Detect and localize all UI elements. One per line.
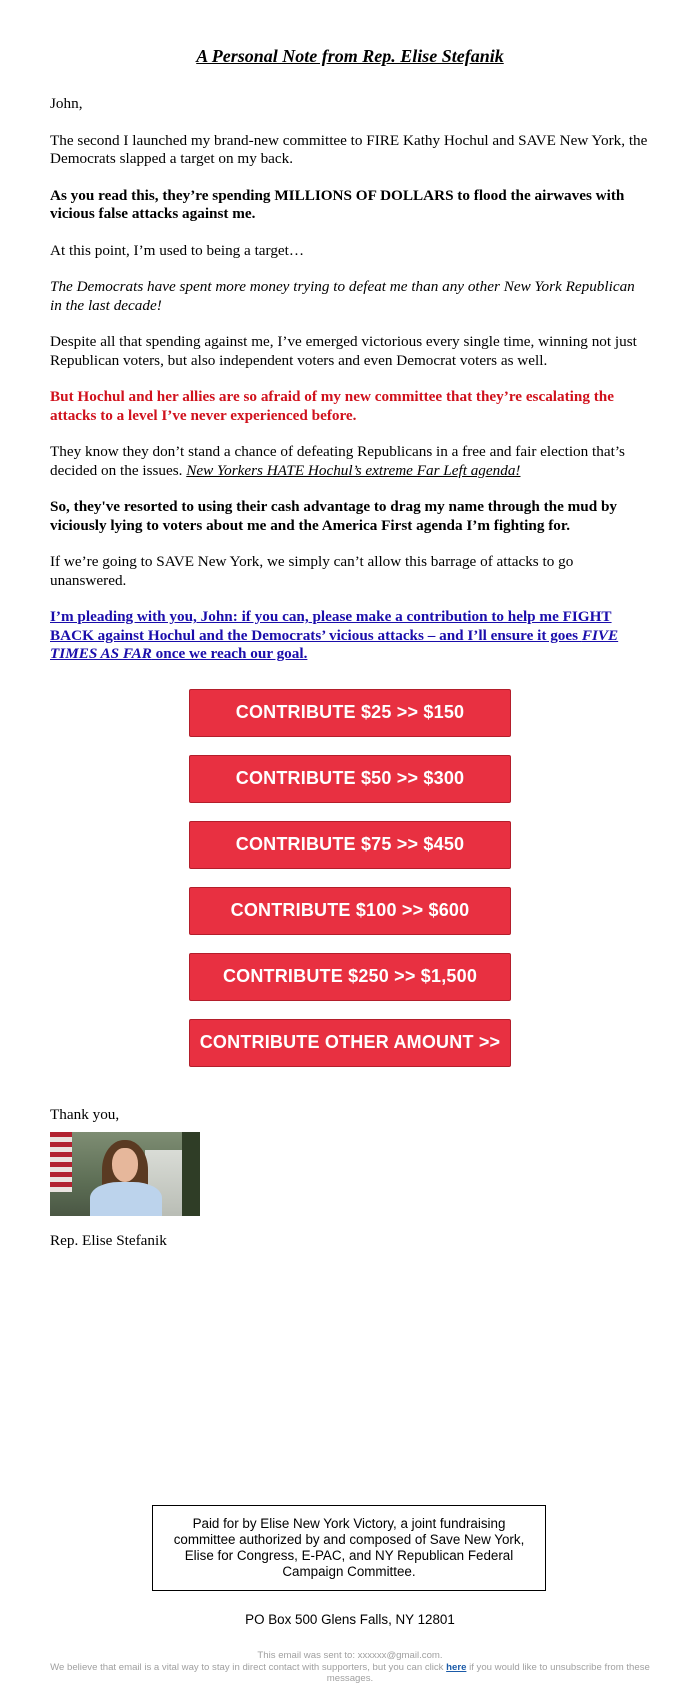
unsubscribe-suffix: if you would like to unsubscribe from these messages. <box>326 1661 650 1684</box>
mailing-address: PO Box 500 Glens Falls, NY 12801 <box>245 1612 455 1627</box>
contribute-buttons <box>50 689 650 1085</box>
unsubscribe-text <box>46 1662 654 1685</box>
paragraph-2: As you read this, they’re spending MILLIONS OF DOLLARS to flood the airwaves with vicious false attacks against me. <box>50 186 625 222</box>
contribute-25-button[interactable]: CONTRIBUTE $25 >> $150 <box>189 689 511 737</box>
flag-graphic <box>50 1132 72 1192</box>
paragraph-7-emphasis: New Yorkers HATE Hochul’s extreme Far Left agenda! <box>186 461 521 479</box>
contribute-250-button[interactable]: CONTRIBUTE $250 >> $1,500 <box>189 953 511 1001</box>
plead-text[interactable]: I’m pleading with you, John: if you can, please make a contribution to help me FIGHT BACK against Hochul and the Democrats’ vicious attacks – and I’ll ensure it goes <box>50 608 612 644</box>
signature-photo <box>50 1132 200 1216</box>
contribute-75-button[interactable]: CONTRIBUTE $75 >> $450 <box>189 821 511 869</box>
plead-link[interactable] <box>50 608 650 664</box>
paragraph-1: The second I launched my brand-new committee to FIRE Kathy Hochul and SAVE New York, the Democrats slapped a target on my back. <box>50 131 648 167</box>
paragraph-9: If we’re going to SAVE New York, we simply can’t allow this barrage of attacks to go unanswered. <box>50 553 574 589</box>
signature-name: Rep. Elise Stefanik <box>50 1232 167 1249</box>
contribute-100-button[interactable]: CONTRIBUTE $100 >> $600 <box>189 887 511 935</box>
tree-graphic <box>182 1132 200 1216</box>
paragraph-6: But Hochul and her allies are so afraid of my new committee that they’re escalating the attacks to a level I’ve never experienced before. <box>50 388 614 424</box>
shirt-graphic <box>90 1182 162 1216</box>
greeting: John, <box>50 95 83 112</box>
paragraph-4: The Democrats have spent more money trying to defeat me than any other New York Republican in the last decade! <box>50 278 635 314</box>
page-title: A Personal Note from Rep. Elise Stefanik <box>196 46 504 66</box>
sent-to-text: This email was sent to: xxxxxx@gmail.com. <box>257 1650 443 1661</box>
contribute-other-button[interactable]: CONTRIBUTE OTHER AMOUNT >> <box>189 1019 511 1067</box>
face-graphic <box>112 1148 138 1182</box>
paragraph-8: So, they've resorted to using their cash advantage to drag my name through the mud by viciously lying to voters about me and the America First agenda I’m fighting for. <box>50 498 618 534</box>
contribute-50-button[interactable]: CONTRIBUTE $50 >> $300 <box>189 755 511 803</box>
thanks-text: Thank you, <box>50 1105 120 1123</box>
paid-for-disclaimer: Paid for by Elise New York Victory, a joint fundraising committee authorized by and composed of Save New York, Elise for Congress, E-PAC, and NY Republican Federal Campaign Committee. <box>152 1505 546 1591</box>
paragraph-7-text: They know they don’t stand a chance of defeating Republicans in a free and fair election that’s decided on the issues. <box>50 443 625 479</box>
email-body <box>50 0 650 1251</box>
unsubscribe-link[interactable]: here <box>446 1661 467 1673</box>
plead-emphasis[interactable]: FIVE TIMES AS FAR <box>50 626 619 662</box>
paragraph-7 <box>50 443 650 480</box>
unsubscribe-prefix: We believe that email is a vital way to stay in direct contact with supporters, but you can click <box>50 1661 447 1673</box>
paragraph-3: At this point, I’m used to being a target… <box>50 241 305 259</box>
email-footer <box>46 1650 654 1685</box>
plead-text-end[interactable]: once we reach our goal. <box>151 645 308 662</box>
paragraph-5: Despite all that spending against me, I’ve emerged victorious every single time, winning not just Republican voters, but also independent voters and even Democrat voters as well. <box>50 333 637 369</box>
